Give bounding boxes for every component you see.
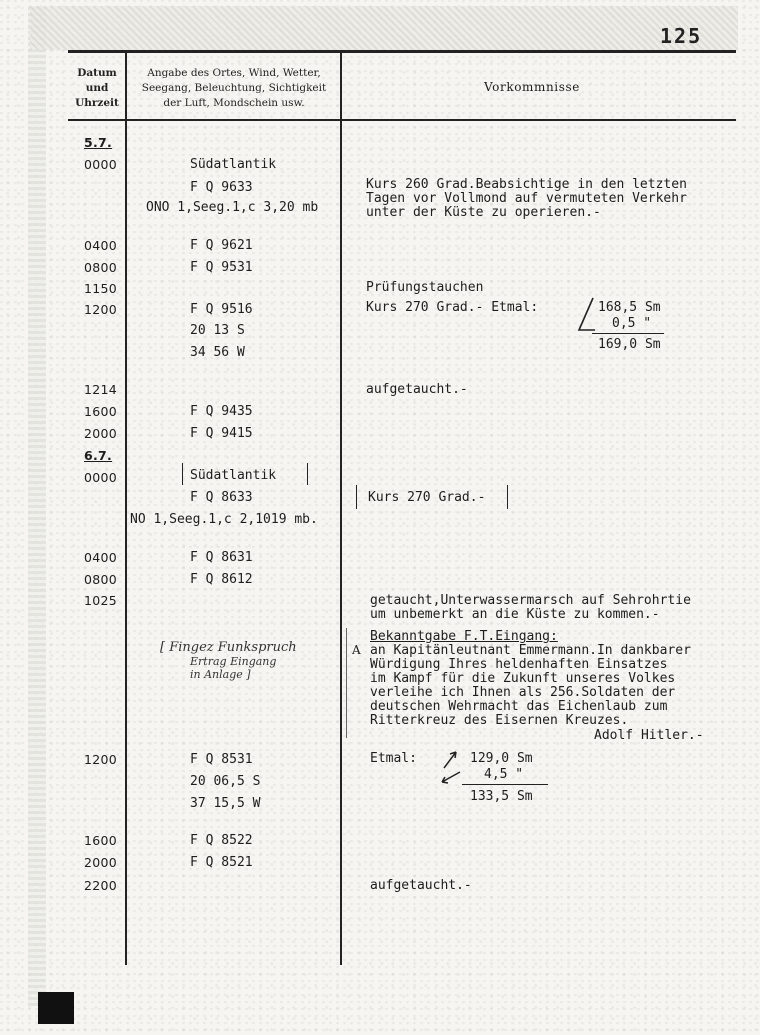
- header-events: Vorkommnisse: [484, 80, 580, 94]
- etmal-value: 0,5 ": [612, 316, 652, 331]
- note-line: in Anlage ]: [190, 668, 251, 681]
- time-entry: 0400: [84, 238, 118, 253]
- event-line: aufgetaucht.-: [370, 878, 472, 893]
- marginal-letter: A: [352, 643, 361, 657]
- time-entry: 1200: [84, 302, 118, 317]
- location-entry: F Q 9516: [190, 302, 253, 317]
- position-entry: 20 13 S: [190, 323, 245, 338]
- event-line: Bekanntgabe F.T.Eingang:: [370, 629, 558, 644]
- location-entry: F Q 8612: [190, 572, 253, 587]
- event-line: verleihe ich Ihnen als 256.Soldaten der: [370, 685, 676, 700]
- event-line: im Kampf für die Zukunft unseres Volkes: [370, 671, 676, 686]
- position-entry: 34 56 W: [190, 345, 245, 360]
- location-bracket: [182, 463, 308, 485]
- header-line: Datum: [77, 67, 117, 79]
- etmal-sum-rule: [462, 784, 548, 785]
- position-entry: 37 15,5 W: [190, 796, 261, 811]
- event-line: um unbemerkt an die Küste zu kommen.-: [370, 607, 660, 622]
- time-entry: 0000: [84, 157, 118, 172]
- time-entry: 1600: [84, 833, 118, 848]
- header-line: Uhrzeit: [75, 97, 119, 109]
- time-entry: 1600: [84, 404, 118, 419]
- event-line: deutschen Wehrmacht das Eichenlaub zum: [370, 699, 668, 714]
- event-line: Würdigung Ihres heldenhaften Einsatzes: [370, 657, 668, 672]
- event-bracket: [356, 485, 508, 509]
- time-entry: 1200: [84, 752, 118, 767]
- event-line: Ritterkreuz des Eisernen Kreuzes.: [370, 713, 629, 728]
- header-line: Angabe des Ortes, Wind, Wetter,: [147, 67, 321, 79]
- date-entry: 6.7.: [84, 448, 113, 463]
- time-entry: 1214: [84, 382, 118, 397]
- note-line: Ertrag Eingang: [190, 655, 277, 668]
- event-line: Tagen vor Vollmond auf vermuteten Verkehr: [366, 191, 687, 206]
- location-entry: F Q 8521: [190, 855, 253, 870]
- header-line: der Luft, Mondschein usw.: [163, 97, 305, 109]
- location-entry: F Q 9435: [190, 404, 253, 419]
- etmal-sum-rule: [592, 333, 664, 334]
- time-entry: 1025: [84, 593, 118, 608]
- margin-mark: [346, 628, 347, 738]
- time-entry: 0000: [84, 470, 118, 485]
- time-entry: 2000: [84, 855, 118, 870]
- event-line: Kurs 260 Grad.Beabsichtige in den letzten: [366, 177, 687, 192]
- header-location: [128, 66, 340, 111]
- location-entry: F Q 9621: [190, 238, 253, 253]
- location-entry: F Q 9415: [190, 426, 253, 441]
- event-line: Kurs 270 Grad.- Etmal:: [366, 300, 539, 315]
- time-entry: 0400: [84, 550, 118, 565]
- page-number: 125: [660, 24, 703, 48]
- time-entry: 2200: [84, 878, 118, 893]
- location-entry: F Q 8522: [190, 833, 253, 848]
- event-line: Prüfungstauchen: [366, 280, 484, 295]
- location-entry: Südatlantik: [190, 157, 277, 172]
- event-line: getaucht,Unterwassermarsch auf Sehrohrtie: [370, 593, 691, 608]
- header-line: und: [85, 82, 109, 94]
- etmal-value: 4,5 ": [484, 767, 524, 782]
- note-line: [ Fingez Funkspruch: [160, 640, 297, 655]
- weather-entry: NO 1,Seeg.1,c 2,1019 mb.: [130, 512, 318, 527]
- location-entry: F Q 8631: [190, 550, 253, 565]
- time-entry: 1150: [84, 281, 118, 296]
- location-entry: F Q 8531: [190, 752, 253, 767]
- col-divider-1: [125, 53, 127, 965]
- event-line: aufgetaucht.-: [366, 382, 468, 397]
- scan-corner-mark: [38, 992, 74, 1024]
- etmal-sum: 133,5 Sm: [470, 789, 533, 804]
- scan-edge: [28, 6, 46, 1006]
- etmal-value: 168,5 Sm: [598, 300, 661, 315]
- location-entry: F Q 8633: [190, 490, 253, 505]
- time-entry: 0800: [84, 260, 118, 275]
- weather-entry: ONO 1,Seeg.1,c 3,20 mb: [146, 200, 319, 215]
- event-signature: Adolf Hitler.-: [594, 728, 704, 743]
- event-line: an Kapitänleutnant Emmermann.In dankbarer: [370, 643, 691, 658]
- event-line: Kurs 270 Grad.-: [368, 490, 486, 505]
- header-rule: [68, 119, 736, 121]
- event-line: Etmal:: [370, 751, 417, 766]
- col-divider-2: [340, 53, 342, 965]
- location-entry: F Q 9531: [190, 260, 253, 275]
- scan-top-band: [30, 6, 738, 50]
- etmal-value: 129,0 Sm: [470, 751, 533, 766]
- location-entry: Südatlantik: [190, 468, 277, 483]
- header-date-time: [70, 66, 124, 111]
- date-entry: 5.7.: [84, 135, 113, 150]
- location-entry: F Q 9633: [190, 180, 253, 195]
- handwritten-arrows-icon: [436, 748, 466, 788]
- handwritten-bracket-icon: [575, 296, 597, 334]
- handwritten-note: [160, 640, 330, 700]
- position-entry: 20 06,5 S: [190, 774, 261, 789]
- time-entry: 0800: [84, 572, 118, 587]
- time-entry: 2000: [84, 426, 118, 441]
- event-line: unter der Küste zu operieren.-: [366, 205, 601, 220]
- header-line: Seegang, Beleuchtung, Sichtigkeit: [141, 82, 327, 94]
- etmal-sum: 169,0 Sm: [598, 337, 661, 352]
- top-rule: [68, 50, 736, 53]
